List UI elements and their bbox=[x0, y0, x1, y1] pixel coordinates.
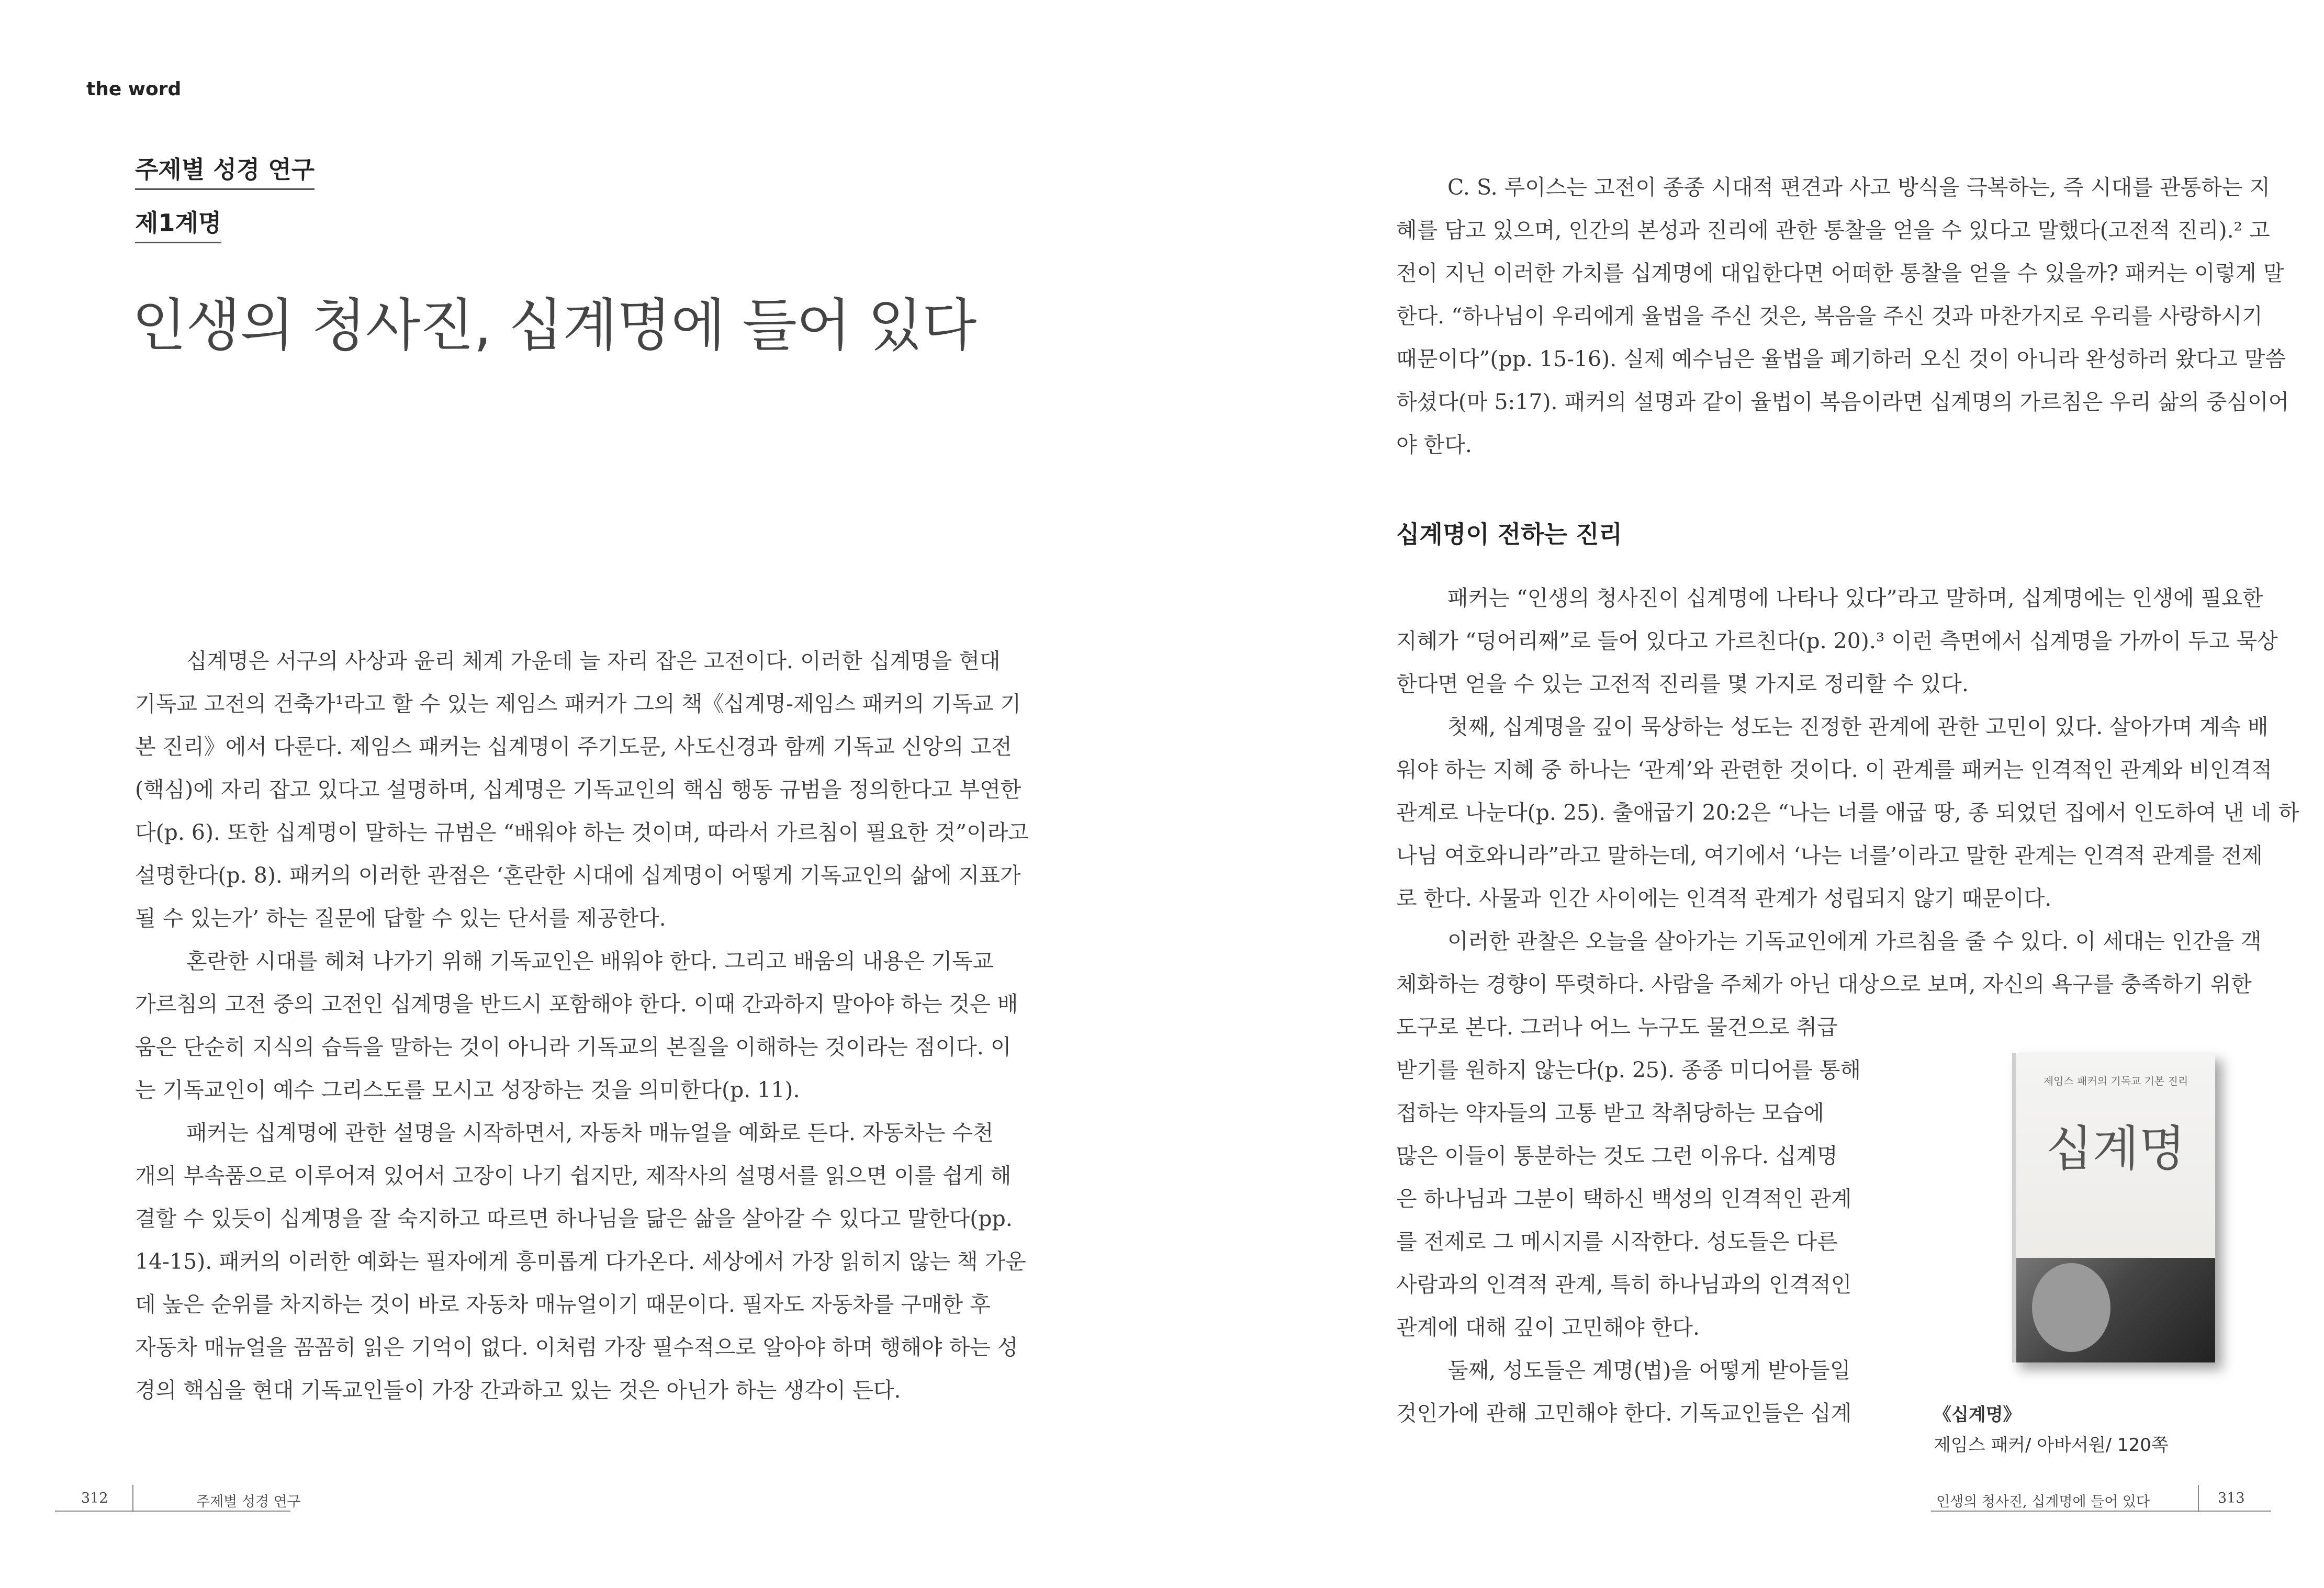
text-line: 기독교 고전의 건축가¹라고 할 수 있는 제임스 패커가 그의 책《십계명-제임스 패커의 기독교 기 bbox=[135, 691, 1021, 716]
text-line: (핵심)에 자리 잡고 있다고 설명하며, 십계명은 기독교인의 핵심 행동 규범을 정의한다고 부연한 bbox=[135, 777, 1021, 802]
text-line: 관계로 나눈다(p. 25). 출애굽기 20:2은 “나는 너를 애굽 땅, 종 되었던 집에서 인도하여 낸 네 하 bbox=[1396, 800, 2299, 825]
left-body-text bbox=[135, 639, 1029, 1412]
book-caption-meta: 제임스 패커/ 아바서원/ 120쪽 bbox=[1934, 1435, 2169, 1456]
text-line: 패커는 십계명에 관한 설명을 시작하면서, 자동차 매뉴얼을 예화로 든다. 자동차는 수천 bbox=[186, 1120, 994, 1145]
text-line: 는 기독교인이 예수 그리스도를 모시고 성장하는 것을 의미한다(p. 11). bbox=[135, 1077, 800, 1102]
text-line: 접하는 약자들의 고통 받고 착취당하는 모습에 bbox=[1396, 1100, 1824, 1125]
magazine-section-label: the word bbox=[86, 78, 182, 100]
text-line: 도구로 본다. 그러나 어느 누구도 물건으로 취급 bbox=[1396, 1015, 1838, 1040]
series-title: 주제별 성경 연구 bbox=[135, 151, 315, 190]
book-caption bbox=[1934, 1400, 2169, 1460]
text-line: 본 진리》에서 다룬다. 제임스 패커는 십계명이 주기도문, 사도신경과 함께 기독교 신앙의 고전 bbox=[135, 734, 1012, 759]
text-line: 이러한 관찰은 오늘을 살아가는 기독교인에게 가르침을 줄 수 있다. 이 세대는 인간을 객 bbox=[1447, 929, 2262, 954]
text-line: 14-15). 패커의 이러한 예화는 필자에게 흥미롭게 다가온다. 세상에서 가장 읽히지 않는 책 가운 bbox=[135, 1249, 1026, 1274]
book-cover-title: 십계명 bbox=[2046, 1121, 2186, 1177]
text-line: 다(p. 6). 또한 십계명이 말하는 규범은 “배워야 하는 것이며, 따라서 가르침이 필요한 것”이라고 bbox=[135, 820, 1029, 845]
text-line: 설명한다(p. 8). 패커의 이러한 관점은 ‘혼란한 시대에 십계명이 어떻게 기독교인의 삶에 지표가 bbox=[135, 863, 1021, 888]
text-line: 될 수 있는가’ 하는 질문에 답할 수 있는 단서를 제공한다. bbox=[135, 906, 666, 931]
text-line: 혜를 담고 있으며, 인간의 본성과 진리에 관한 통찰을 얻을 수 있다고 말했다(고전적 진리).² 고 bbox=[1396, 218, 2270, 243]
author-photo bbox=[2016, 1258, 2215, 1362]
text-line: 체화하는 경향이 뚜렷하다. 사람을 주체가 아닌 대상으로 보며, 자신의 욕구를 충족하기 위한 bbox=[1396, 972, 2252, 997]
article-title: 인생의 청사진, 십계명에 들어 있다 bbox=[132, 293, 976, 358]
text-line: 혼란한 시대를 헤쳐 나가기 위해 기독교인은 배워야 한다. 그리고 배움의 내용은 기독교 bbox=[186, 949, 994, 974]
right-intro-text bbox=[1396, 166, 2289, 466]
footer-rule-left bbox=[55, 1511, 290, 1512]
section-heading: 십계명이 전하는 진리 bbox=[1396, 520, 1622, 548]
text-line: 지혜가 “덩어리째”로 들어 있다고 가르친다(p. 20).³ 이런 측면에서 십계명을 가까이 두고 묵상 bbox=[1396, 628, 2278, 654]
text-line: 경의 핵심을 현대 기독교인들이 가장 간과하고 있는 것은 아닌가 하는 생각이 든다. bbox=[135, 1378, 901, 1403]
footer-rule-right bbox=[1931, 1511, 2271, 1512]
text-line: 로 한다. 사물과 인간 사이에는 인격적 관계가 성립되지 않기 때문이다. bbox=[1396, 886, 2052, 911]
footer-divider-right bbox=[2198, 1485, 2199, 1512]
text-line: 패커는 “인생의 청사진이 십계명에 나타나 있다”라고 말하며, 십계명에는 인생에 필요한 bbox=[1447, 585, 2263, 611]
text-line: 야 한다. bbox=[1396, 432, 1472, 457]
text-line: 움은 단순히 지식의 습득을 말하는 것이 아니라 기독교의 본질을 이해하는 것이라는 점이다. 이 bbox=[135, 1034, 1012, 1060]
book-cover-subtitle: 제임스 패커의 기독교 기본 진리 bbox=[2043, 1075, 2188, 1087]
text-line: 나님 여호와니라”라고 말하는데, 여기에서 ‘나는 너를’이라고 말한 관계는 인격적 관계를 전제 bbox=[1396, 843, 2263, 868]
topic-title: 제1계명 bbox=[135, 204, 221, 243]
text-line: 하셨다(마 5:17). 패커의 설명과 같이 율법이 복음이라면 십계명의 가르침은 우리 삶의 중심이어 bbox=[1396, 389, 2289, 414]
text-line: 많은 이들이 통분하는 것도 그런 이유다. 십계명 bbox=[1396, 1143, 1838, 1168]
text-line: 은 하나님과 그분이 택하신 백성의 인격적인 관계 bbox=[1396, 1186, 1852, 1211]
text-line: 관계에 대해 깊이 고민해야 한다. bbox=[1396, 1315, 1700, 1340]
text-line: 데 높은 순위를 차지하는 것이 바로 자동차 매뉴얼이기 때문이다. 필자도 자동차를 구매한 후 bbox=[135, 1292, 991, 1317]
book-cover-image bbox=[2012, 1053, 2215, 1362]
text-line: 첫째, 십계명을 깊이 묵상하는 성도는 진정한 관계에 관한 고민이 있다. 살아가며 계속 배 bbox=[1447, 714, 2269, 739]
text-line: 한다. “하나님이 우리에게 율법을 주신 것은, 복음을 주신 것과 마찬가지로 우리를 사랑하시기 bbox=[1396, 303, 2263, 329]
author-portrait-shape bbox=[2032, 1263, 2110, 1352]
text-line: C. S. 루이스는 고전이 종종 시대적 편견과 사고 방식을 극복하는, 즉 시대를 관통하는 지 bbox=[1447, 175, 2271, 200]
footer-divider-left bbox=[132, 1485, 133, 1512]
text-line: 를 전제로 그 메시지를 시작한다. 성도들은 다른 bbox=[1396, 1229, 1838, 1254]
text-line: 개의 부속품으로 이루어져 있어서 고장이 나기 쉽지만, 제작사의 설명서를 읽으면 이를 쉽게 해 bbox=[135, 1163, 1012, 1188]
text-line: 받기를 원하지 않는다(p. 25). 종종 미디어를 통해 bbox=[1396, 1057, 1861, 1083]
page-number-right: 313 bbox=[2218, 1490, 2245, 1506]
text-line: 워야 하는 지혜 중 하나는 ‘관계’와 관련한 것이다. 이 관계를 패커는 인격적인 관계와 비인격적 bbox=[1396, 757, 2272, 782]
book-caption-title: 《십계명》 bbox=[1934, 1404, 2021, 1425]
text-line: 결할 수 있듯이 십계명을 잘 숙지하고 따르면 하나님을 닮은 삶을 살아갈 수 있다고 말한다(pp. bbox=[135, 1206, 1013, 1231]
text-line: 자동차 매뉴얼을 꼼꼼히 읽은 기억이 없다. 이처럼 가장 필수적으로 알아야 하며 행해야 하는 성 bbox=[135, 1335, 1018, 1360]
text-line: 가르침의 고전 중의 고전인 십계명을 반드시 포함해야 한다. 이때 간과하지 말아야 하는 것은 배 bbox=[135, 992, 1018, 1017]
text-line: 둘째, 성도들은 계명(법)을 어떻게 받아들일 bbox=[1447, 1358, 1851, 1383]
running-head-left: 주제별 성경 연구 bbox=[196, 1494, 301, 1510]
page-number-left: 312 bbox=[81, 1490, 108, 1506]
text-line: 것인가에 관해 고민해야 한다. 기독교인들은 십계 bbox=[1396, 1401, 1852, 1426]
text-line: 한다면 얻을 수 있는 고전적 진리를 몇 가지로 정리할 수 있다. bbox=[1396, 671, 1969, 696]
running-head-right: 인생의 청사진, 십계명에 들어 있다 bbox=[1936, 1494, 2150, 1510]
text-line: 때문이다”(pp. 15-16). 실제 예수님은 율법을 폐기하러 오신 것이 아니라 완성하러 왔다고 말씀 bbox=[1396, 346, 2286, 371]
text-line: 십계명은 서구의 사상과 윤리 체계 가운데 늘 자리 잡은 고전이다. 이러한 십계명을 현대 bbox=[186, 648, 1001, 673]
text-line: 전이 지닌 이러한 가치를 십계명에 대입한다면 어떠한 통찰을 얻을 수 있을까? 패커는 이렇게 말 bbox=[1396, 261, 2284, 286]
text-line: 사람과의 인격적 관계, 특히 하나님과의 인격적인 bbox=[1396, 1272, 1852, 1297]
